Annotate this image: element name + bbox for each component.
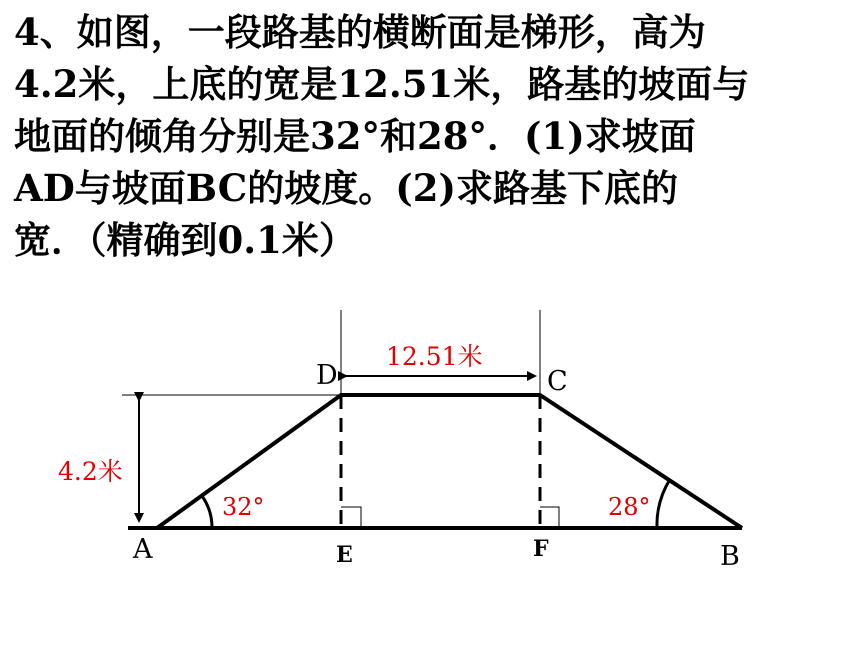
label-point-f: F	[533, 536, 549, 562]
angle-arc-b	[657, 480, 670, 528]
label-point-d: D	[316, 360, 338, 391]
problem-line-3: 地面的倾角分别是32°和28°．(1)求坡面	[14, 114, 696, 158]
problem-line-5: 宽．（精确到0.1米）	[14, 218, 356, 262]
label-point-e: E	[336, 542, 353, 568]
right-angle-mark-e	[341, 507, 361, 528]
right-angle-mark-f	[540, 507, 559, 528]
angle-b-label: 28°	[608, 493, 651, 521]
top-width-label: 12.51米	[386, 342, 483, 371]
label-point-a: A	[133, 534, 153, 565]
height-label: 4.2米	[58, 457, 123, 486]
label-point-b: B	[720, 541, 740, 572]
label-point-c: C	[547, 366, 568, 397]
problem-line-1: 4、如图，一段路基的横断面是梯形，高为	[14, 10, 706, 54]
angle-arc-a	[203, 497, 212, 528]
problem-line-4: AD与坡面BC的坡度。(2)求路基下底的	[14, 166, 678, 210]
angle-a-label: 32°	[222, 493, 265, 521]
problem-line-2: 4.2米，上底的宽是12.51米，路基的坡面与	[14, 62, 750, 106]
